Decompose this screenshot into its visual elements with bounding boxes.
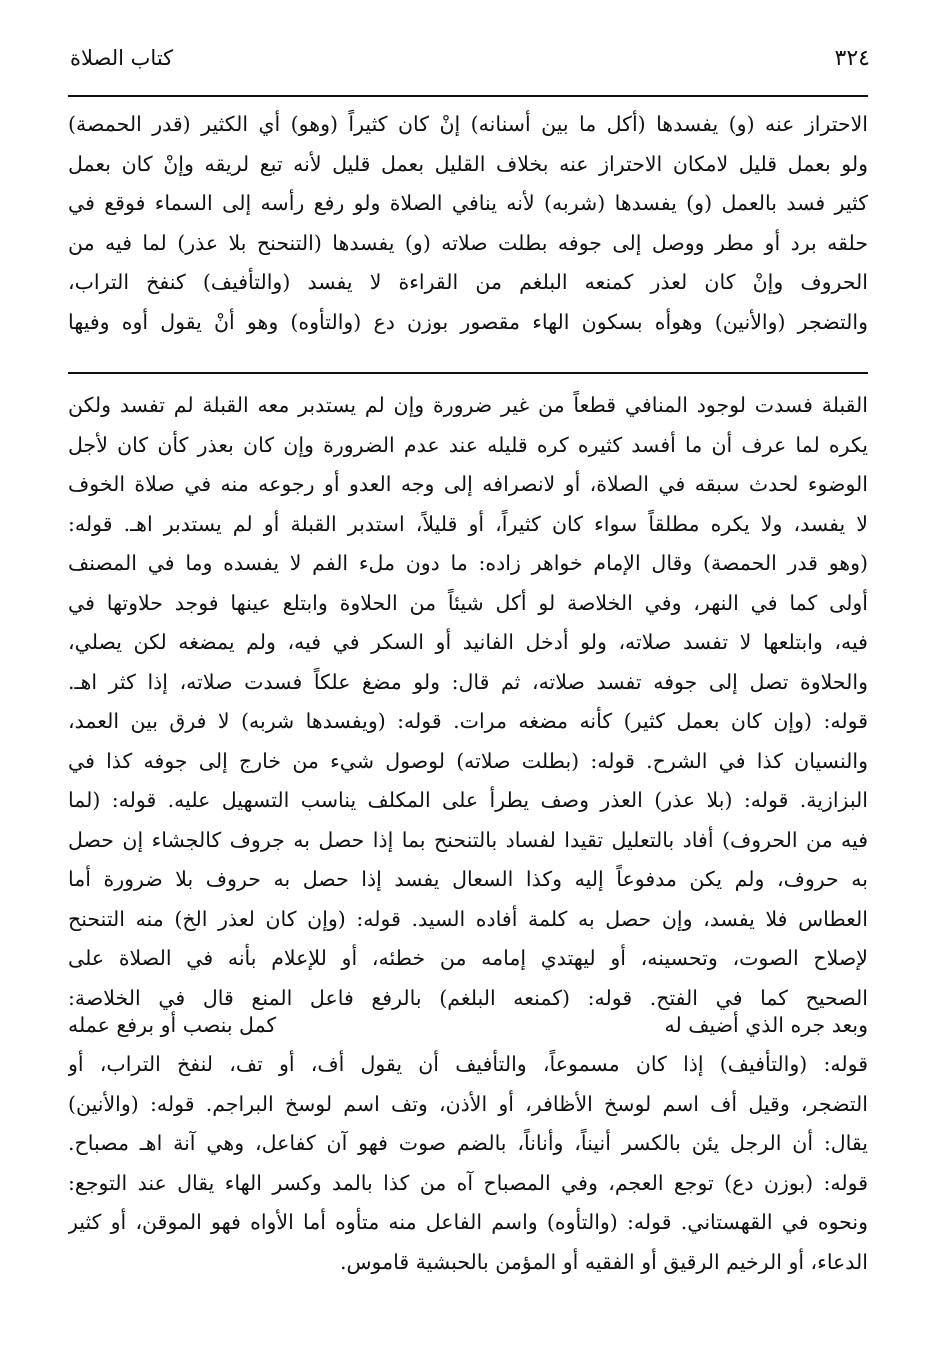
- main-line: والتضجر (والأنين) وهوأه بسكون الهاء مقصور بوزن دع (والتأوه) وهو أنْ يقول أوه وفيها: [68, 309, 868, 334]
- main-line: كثير فسد بالعمل (و) يفسدها (شربه) لأنه ينافي الصلاة ولو رفع رأسه إلى السماء فوقع في: [68, 191, 868, 215]
- main-line: حلقه برد أو مطر ووصل إلى جوفه بطلت صلاته (و) يفسدها (التنحنح بلا عذر) لما فيه من: [68, 230, 868, 255]
- commentary-line: والحلاوة تصل إلى جوفه تفسد صلاته، ثم قال: ولو مضغ علكاً فسدت صلاته، إذا كثر اهـ.: [68, 669, 868, 694]
- commentary-line: التضجر، وقيل أف اسم لوسخ الأظافر، أو الأذن، وتف اسم لوسخ البراجم. قوله: (والأنين): [68, 1091, 868, 1116]
- commentary-line: الدعاء، أو الرخيم الرقيق أو الفقيه أو المؤمن بالحبشية قاموس.: [339, 1249, 868, 1274]
- page-header: [70, 38, 870, 78]
- verse-hemistich-right: وبعد جره الذي أضيف له: [664, 1013, 868, 1037]
- commentary-line: أولى كما في النهر، وفي الخلاصة لو أكل شيئاً من الحلاوة وابتلع عينها فوجد حلاوتها في: [68, 590, 868, 615]
- page-number: ٣٢٤: [834, 45, 870, 71]
- main-text: [68, 105, 868, 342]
- commentary-line: لإصلاح الصوت، وتحسينه، أو ليهتدي إمامه من خطئه، أو للإعلام بأنه في الصلاة على: [68, 946, 868, 970]
- commentary-line: يكره لما عرف أن ما أفسد كثيره كره قليله عند عدم الضرورة وإن كان بعذر كأن كان لأجل: [68, 432, 868, 457]
- main-line: الاحتراز عنه (و) يفسدها (أكل ما بين أسنانه) إنْ كان كثيراً (وهو) أي الكثير (قدر الحمصة): [68, 112, 868, 136]
- commentary-separator: [68, 372, 868, 374]
- commentary-line: (وهو قدر الحمصة) وقال الإمام خواهر زاده: ما دون ملء الفم لا يفسده وما في المصنف: [68, 551, 868, 575]
- commentary-text: [68, 386, 868, 1018]
- poetry-verse: [68, 1005, 868, 1045]
- commentary-line: فيه، وابتلعها لا تفسد صلاته، ولو أدخل الفانيد أو السكر في فيه، ولم يمضغه لكن يصلي،: [68, 630, 868, 654]
- commentary-line: ونحوه في القهستاني. قوله: (والتأوه) واسم الفاعل منه متأوه أما الأواه فهو الموقن، أو كثير: [68, 1210, 868, 1234]
- commentary-line: به حروف، ولم يكن مدفوعاً إليه وكذا السعال يفسد إذا حصل به حروف بلا ضرورة أما: [68, 867, 868, 891]
- commentary-line: فيه من الحروف) أفاد بالتعليل تقيدا لفساد بالتنحنح بما إذا حصل به جروف كالجشاء إن حصل: [68, 827, 868, 852]
- commentary-line: البزازية. قوله: (بلا عذر) العذر وصف يطرأ على المكلف يناسب التسهيل عليه. قوله: (لما: [68, 788, 868, 812]
- commentary-line: الوضوء لحدث سبقه في الصلاة، أو لانصرافه إلى وجه العدو أو رجوعه منه في صلاة الخوف: [68, 472, 868, 496]
- commentary-continuation: [68, 1045, 868, 1282]
- commentary-line: العطاس فلا يفسد، وإن حصل به كلمة أفاده السيد. قوله: (وإن كان لعذر الخ) منه التنحنح: [68, 906, 868, 931]
- commentary-line: قوله: (والتأفيف) إذا كان مسموعاً، والتأفيف أن يقول أف، أو تف، لنفخ التراب، أو: [68, 1052, 868, 1076]
- commentary-line: قوله: (وإن كان بعمل كثير) كأنه مضغه مرات. قوله: (ويفسدها شربه) لا فرق بين العمد،: [68, 709, 868, 733]
- header-rule: [68, 95, 868, 97]
- verse-hemistich-left: كمل بنصب أو برفع عمله: [68, 1013, 277, 1037]
- running-title: كتاب الصلاة: [70, 46, 174, 70]
- main-line: ولو بعمل قليل لامكان الاحتراز عنه بخلاف القليل بعمل قليل لأنه تبع لريقه وإنْ كان بعمل: [68, 151, 868, 176]
- commentary-line: القبلة فسدت لوجود المنافي قطعاً من غير ضرورة وإن لم يستدبر معه القبلة لم تفسد ولكن: [68, 393, 868, 417]
- commentary-line: لا يفسد، ولا يكره مطلقاً سواء كان كثيراً، أو قليلاً، استدبر القبلة أو لم يستدبر اهـ. قوله:: [68, 511, 868, 536]
- main-line: الحروف وإنْ كان لعذر كمنعه البلغم من القراءة لا يفسد (والتأفيف) كنفخ التراب،: [68, 270, 868, 294]
- commentary-line: يقال: أن الرجل يئن بالكسر أنيناً، وأناناً، بالضم صوت فهو آن كفاعل، وهي آنة اهـ مصباح.: [68, 1131, 868, 1155]
- commentary-line: قوله: (بوزن دع) توجع العجم، وفي المصباح آه من كذا بالمد وكسر الهاء يقال عند التوجع:: [68, 1170, 868, 1195]
- commentary-line: الصحيح كما في الفتح. قوله: (كمنعه البلغم) بالرفع فاعل المنع قال في الخلاصة:: [68, 985, 868, 1010]
- commentary-line: والنسيان كذا في الشرح. قوله: (بطلت صلاته) لوصول شيء من خارج إلى جوفه كذا في: [68, 748, 868, 773]
